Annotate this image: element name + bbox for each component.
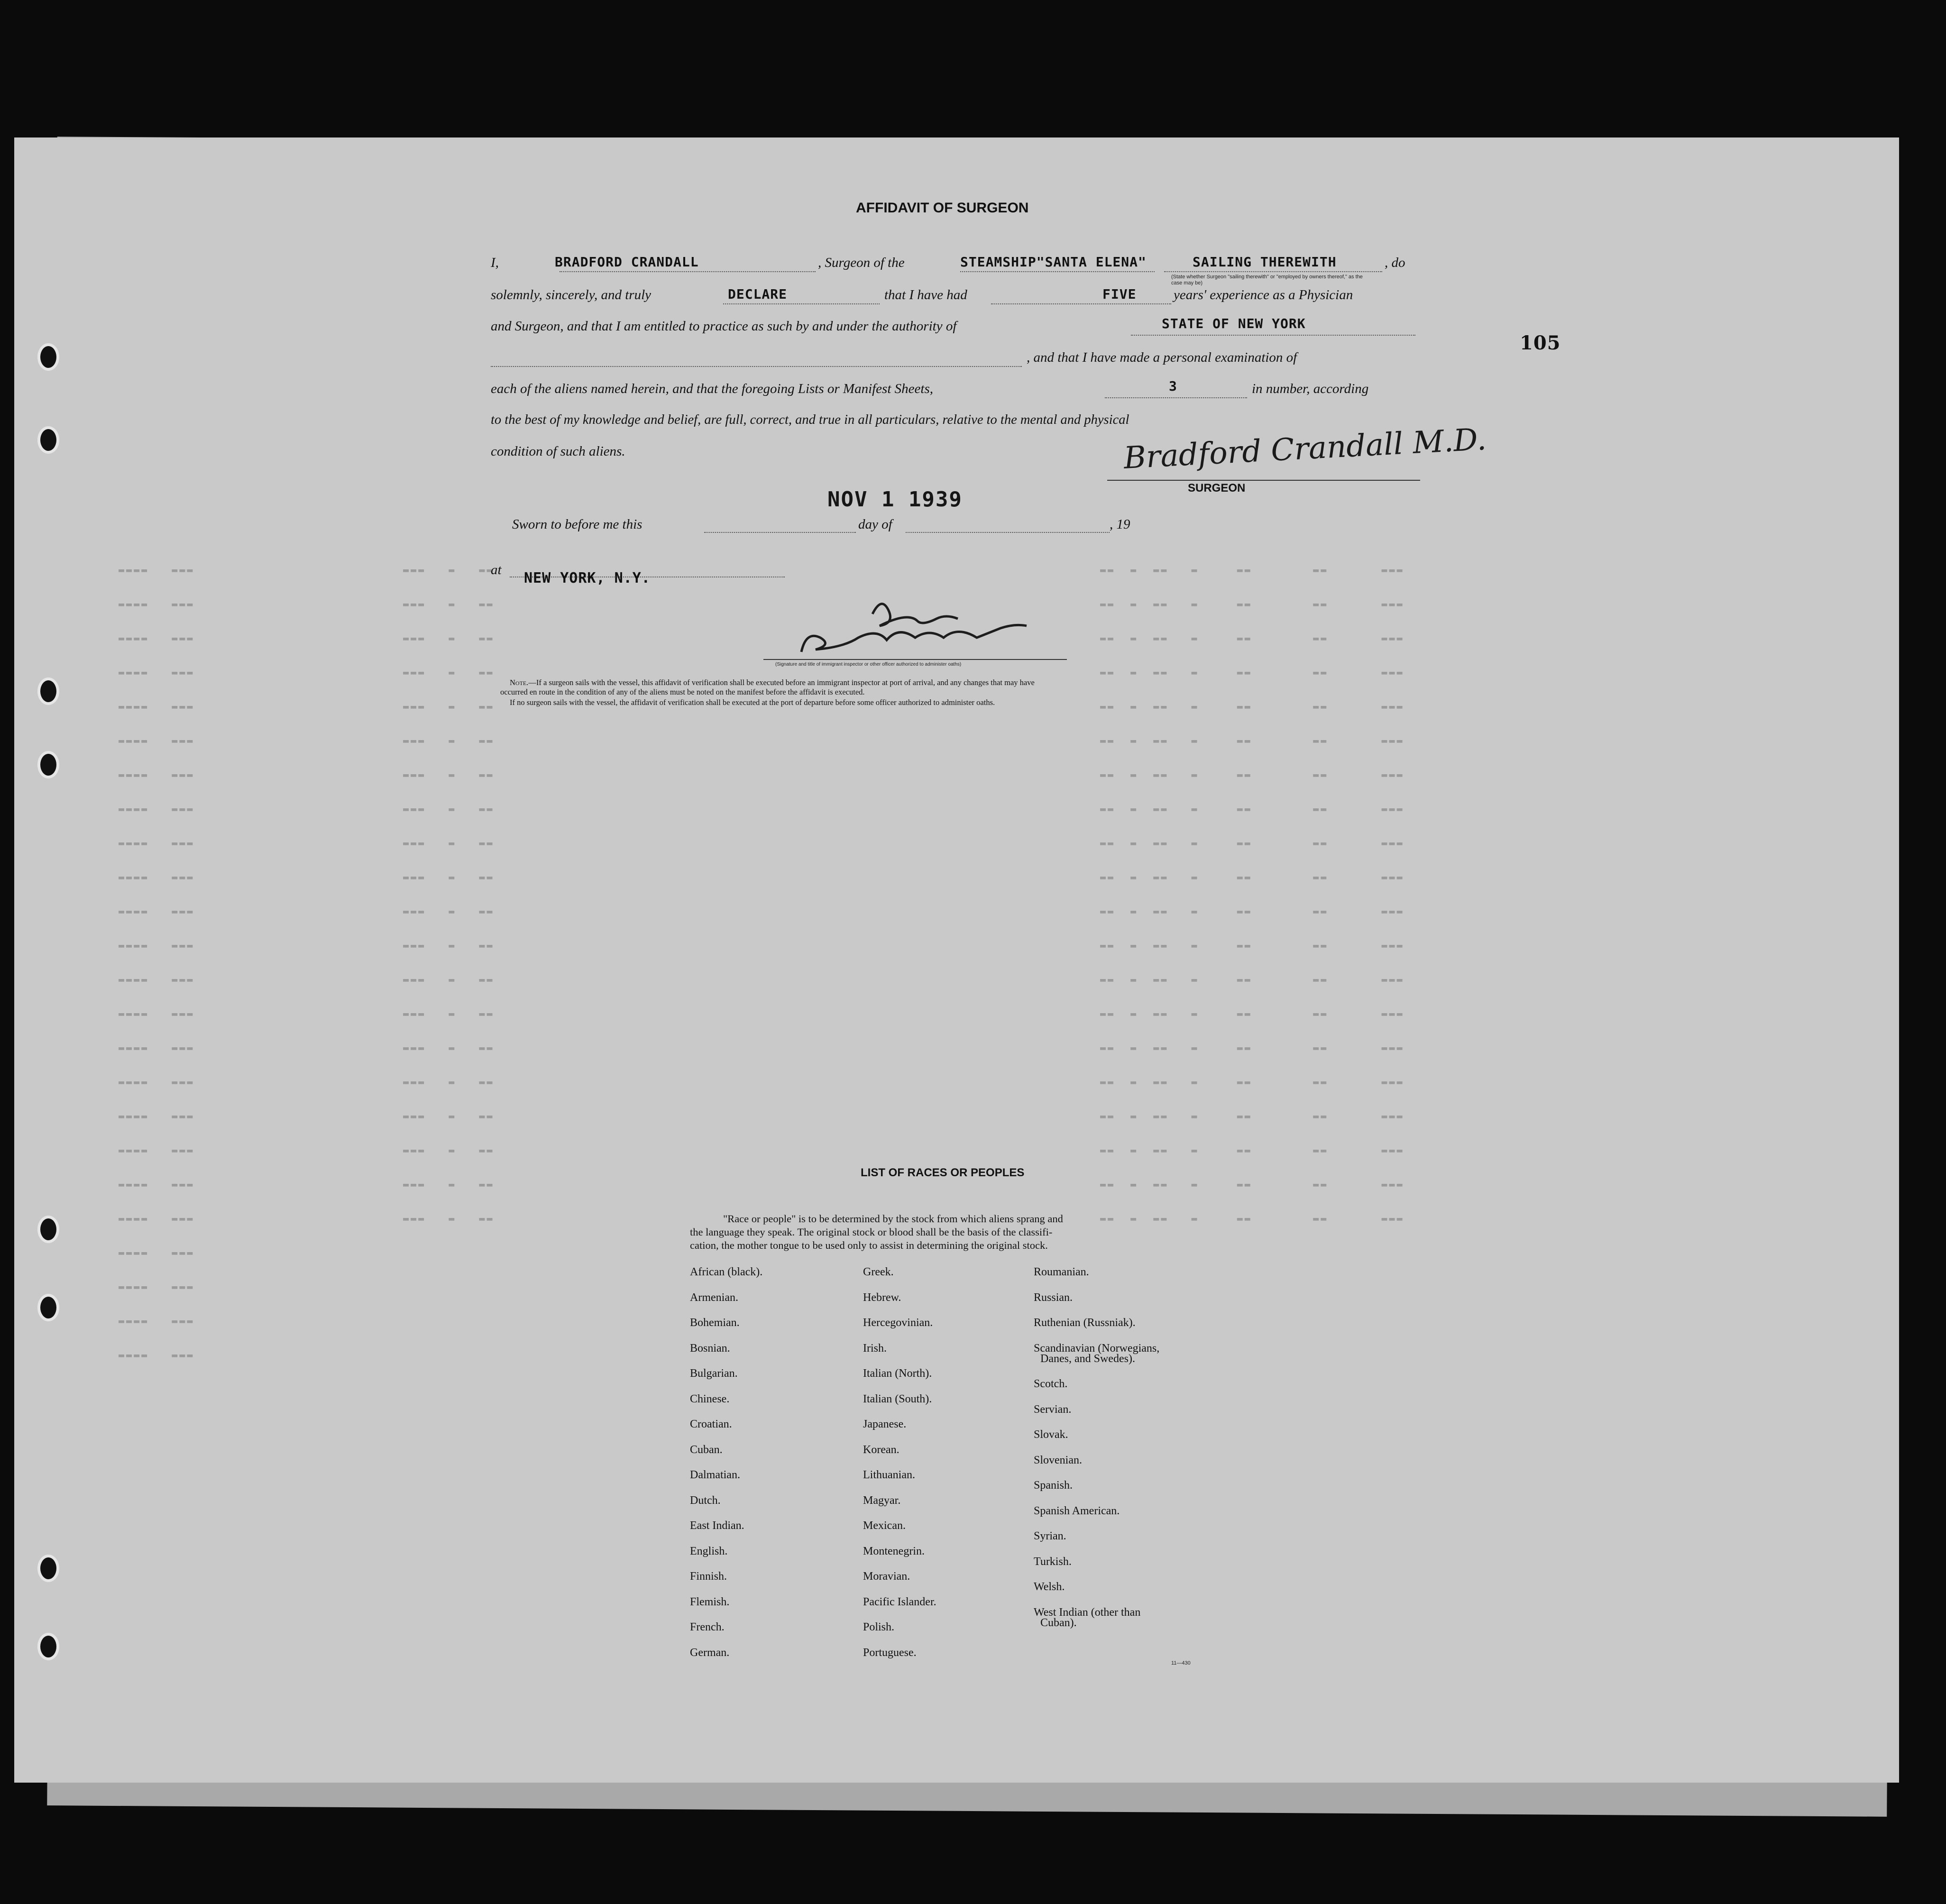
sworn-month-line [906, 532, 1110, 533]
affidavit-title: AFFIDAVIT OF SURGEON [856, 200, 1029, 216]
bleed-through-column-right: ▬▬ ▬ ▬▬ ▬ ▬▬ ▬▬ ▬▬▬ ▬▬ ▬ ▬▬ ▬ ▬▬ ▬▬ ▬▬▬ ▬▬ ▬ ▬▬ ▬ ▬▬ ▬▬ ▬▬▬ ▬▬ ▬ ▬▬ ▬ ▬▬ ▬▬ ▬▬▬ ▬▬ ▬ ▬▬ ▬ ▬▬ ▬▬ ▬▬▬ ▬▬ ▬ ▬▬ ▬ ▬▬ ▬▬ ▬▬▬ ▬▬ ▬ ▬▬ ▬ ▬▬ ▬▬ ▬▬▬ ▬▬ ▬ ▬▬ ▬ ▬▬ ▬▬ ▬▬▬ ▬▬ ▬ ▬▬ ▬ ▬▬ ▬▬ ▬▬▬ ▬▬ ▬ ▬▬ ▬ ▬▬ ▬▬ ▬▬▬ ▬▬ ▬ ▬▬ ▬ ▬▬ ▬▬ ▬▬▬ ▬▬ ▬ ▬▬ ▬ ▬▬ ▬▬ ▬▬▬ ▬▬ ▬ ▬▬ ▬ ▬▬ ▬▬ ▬▬▬ ▬▬ ▬ ▬▬ ▬ ▬▬ ▬▬ ▬▬▬ ▬▬ ▬ ▬▬ ▬ ▬▬ ▬▬ ▬▬▬ ▬▬ ▬ ▬▬ ▬ ▬▬ ▬▬ ▬▬▬ ▬▬ ▬ ▬▬ ▬ ▬▬ ▬▬ ▬▬▬ ▬▬ ▬ ▬▬ ▬ ▬▬ ▬▬ ▬▬▬ ▬▬ ▬ ▬▬ ▬ ▬▬ ▬▬ ▬▬▬ ▬▬ ▬ ▬▬ ▬ ▬▬ ▬▬ ▬▬▬ [1100, 564, 1404, 1224]
line2-text-b: that I have had [884, 287, 967, 302]
capacity-instruction: (State whether Surgeon "sailing therewith" or "employed by owners thereof," as the case may be) [1171, 274, 1363, 286]
page-number: 105 [1520, 332, 1561, 354]
practice-authority: STATE OF NEW YORK [1162, 316, 1306, 331]
races-intro-1: "Race or people" is to be determined by the stock from which aliens sprang and [723, 1213, 1063, 1225]
line6-text: to the best of my knowledge and belief, are full, correct, and true in all particulars, relative to the mental and physical [491, 412, 1129, 427]
race-item: English. [690, 1545, 728, 1557]
race-item: Scandinavian (Norwegians, [1034, 1342, 1160, 1355]
race-item: Finnish. [690, 1570, 727, 1583]
manifest-sheets-count: 3 [1169, 378, 1177, 394]
race-item: Irish. [863, 1342, 887, 1355]
race-item: Magyar. [863, 1494, 901, 1507]
binder-hole [40, 1636, 56, 1657]
bleed-through-column-left: ▬▬▬▬ ▬▬▬ ▬▬▬▬ ▬▬▬ ▬▬▬▬ ▬▬▬ ▬▬▬▬ ▬▬▬ ▬▬▬▬ ▬▬▬ ▬▬▬▬ ▬▬▬ ▬▬▬▬ ▬▬▬ ▬▬▬▬ ▬▬▬ ▬▬▬▬ ▬▬▬ ▬▬▬▬ ▬▬▬ ▬▬▬▬ ▬▬▬ ▬▬▬▬ ▬▬▬ ▬▬▬▬ ▬▬▬ ▬▬▬▬ ▬▬▬ ▬▬▬▬ ▬▬▬ ▬▬▬▬ ▬▬▬ ▬▬▬▬ ▬▬▬ ▬▬▬▬ ▬▬▬ ▬▬▬▬ ▬▬▬ ▬▬▬▬ ▬▬▬ ▬▬▬▬ ▬▬▬ ▬▬▬▬ ▬▬▬ ▬▬▬▬ ▬▬▬ ▬▬▬▬ ▬▬▬ [119, 564, 195, 1361]
race-item: Cuban). [1040, 1616, 1077, 1629]
surgeon-name-line [560, 271, 816, 272]
declare-value: DECLARE [728, 286, 788, 302]
race-item: Cuban. [690, 1443, 723, 1456]
note-line-1 [510, 678, 1035, 687]
race-item: Bulgarian. [690, 1367, 738, 1380]
line2-text-c: years' experience as a Physician [1174, 287, 1353, 302]
race-item: Italian (North). [863, 1367, 932, 1380]
race-item: Greek. [863, 1266, 894, 1278]
race-item: East Indian. [690, 1520, 744, 1532]
race-item: Dutch. [690, 1494, 721, 1507]
form-code: 11—430 [1171, 1660, 1191, 1666]
race-item: German. [690, 1646, 730, 1659]
inspector-signature-caption: (Signature and title of immigrant inspector or other officer authorized to administer oaths) [775, 662, 962, 667]
race-item: Slovenian. [1034, 1454, 1082, 1466]
surgeon-name: BRADFORD CRANDALL [555, 254, 699, 270]
years-experience: FIVE [1102, 286, 1137, 302]
surgeon-signature: Bradford Crandall M.D. [1123, 421, 1487, 476]
race-item: Croatian. [690, 1418, 732, 1430]
races-intro-2: the language they speak. The original stock or blood shall be the basis of the classifi- [690, 1226, 1053, 1238]
race-item: West Indian (other than [1034, 1606, 1141, 1619]
inspector-signature-line [763, 659, 1067, 660]
race-item: Slovak. [1034, 1428, 1068, 1441]
race-item: Dalmatian. [690, 1469, 740, 1481]
race-item: Bosnian. [690, 1342, 730, 1355]
races-intro-3: cation, the mother tongue to be used only to assist in determining the original stock. [690, 1239, 1048, 1251]
binder-hole [40, 346, 56, 368]
line5-text-b: in number, according [1252, 381, 1369, 396]
race-item: Mexican. [863, 1520, 906, 1532]
line3-text: and Surgeon, and that I am entitled to practice as such by and under the authority of [491, 319, 957, 334]
race-item: Servian. [1034, 1403, 1072, 1416]
declare-line [723, 303, 880, 304]
race-item: Scotch. [1034, 1378, 1068, 1390]
race-item: Moravian. [863, 1570, 910, 1583]
race-item: Hercegovinian. [863, 1317, 933, 1329]
race-item: Flemish. [690, 1595, 730, 1608]
vessel-line [960, 271, 1155, 272]
note-text-1: —If a surgeon sails with the vessel, this affidavit of verification shall be executed before an immigrant inspector at port of arrival, and any changes that may have [528, 678, 1035, 687]
date-stamp: NOV 1 1939 [827, 487, 963, 512]
at-text: at [491, 562, 502, 577]
race-item: Polish. [863, 1621, 895, 1633]
surgeon-label: SURGEON [1188, 482, 1246, 494]
race-item: Portuguese. [863, 1646, 917, 1659]
race-item: Korean. [863, 1443, 900, 1456]
race-item: African (black). [690, 1266, 763, 1278]
inspector-signature [763, 586, 1152, 666]
authority-line [1131, 335, 1415, 336]
authority-line-cont [491, 366, 1022, 367]
race-item: Welsh. [1034, 1581, 1065, 1593]
race-item: French. [690, 1621, 725, 1633]
day-of-text: day of [858, 517, 892, 532]
line1-i: I, [491, 255, 499, 270]
binder-hole [40, 1557, 56, 1579]
capacity-line [1164, 271, 1382, 272]
race-item: Bohemian. [690, 1317, 740, 1329]
line4-text: , and that I have made a personal examination of [1027, 350, 1297, 365]
race-item: Chinese. [690, 1392, 730, 1405]
years-line [991, 303, 1171, 304]
race-item: Russian. [1034, 1291, 1073, 1304]
note-label: Note. [510, 678, 529, 687]
vessel-name: STEAMSHIP"SANTA ELENA" [960, 254, 1147, 270]
sheets-line [1105, 397, 1247, 398]
race-item: Hebrew. [863, 1291, 901, 1304]
line7-text: condition of such aliens. [491, 444, 625, 459]
binder-hole [40, 680, 56, 702]
note-line-3: If no surgeon sails with the vessel, the affidavit of verification shall be executed at the port of departure before some officer authorized to administer oaths. [510, 698, 995, 707]
note-line-2: occurred en route in the condition of any of the aliens must be noted on the manifest before the affidavit is executed. [500, 687, 865, 696]
bleed-through-column-mid: ▬▬▬ ▬ ▬▬ ▬▬▬ ▬ ▬▬ ▬▬▬ ▬ ▬▬ ▬▬▬ ▬ ▬▬ ▬▬▬ ▬ ▬▬ ▬▬▬ ▬ ▬▬ ▬▬▬ ▬ ▬▬ ▬▬▬ ▬ ▬▬ ▬▬▬ ▬ ▬▬ ▬▬▬ ▬ ▬▬ ▬▬▬ ▬ ▬▬ ▬▬▬ ▬ ▬▬ ▬▬▬ ▬ ▬▬ ▬▬▬ ▬ ▬▬ ▬▬▬ ▬ ▬▬ ▬▬▬ ▬ ▬▬ ▬▬▬ ▬ ▬▬ ▬▬▬ ▬ ▬▬ ▬▬▬ ▬ ▬▬ ▬▬▬ ▬ ▬▬ [403, 564, 495, 1224]
race-item: Syrian. [1034, 1530, 1066, 1542]
race-item: Danes, and Swedes). [1040, 1352, 1135, 1365]
binder-hole [40, 754, 56, 776]
race-item: Spanish. [1034, 1479, 1073, 1492]
race-item: Ruthenian (Russniak). [1034, 1317, 1136, 1329]
race-item: Montenegrin. [863, 1545, 925, 1557]
sworn-day-line [704, 532, 856, 533]
race-item: Japanese. [863, 1418, 907, 1430]
line2-text-a: solemnly, sincerely, and truly [491, 287, 652, 302]
race-item: Spanish American. [1034, 1504, 1120, 1517]
line5-text-a: each of the aliens named herein, and that the foregoing Lists or Manifest Sheets, [491, 381, 933, 396]
sworn-text: Sworn to before me this [512, 517, 643, 532]
race-item: Pacific Islander. [863, 1595, 936, 1608]
binder-hole [40, 1218, 56, 1240]
race-item: Turkish. [1034, 1555, 1072, 1568]
surgeon-signature-line [1107, 480, 1420, 481]
race-item: Armenian. [690, 1291, 738, 1304]
year-suffix: , 19 [1110, 517, 1130, 532]
surgeon-capacity: SAILING THEREWITH [1193, 254, 1337, 270]
race-item: Italian (South). [863, 1392, 932, 1405]
binder-hole [40, 429, 56, 451]
line1-do: , do [1385, 255, 1405, 270]
sworn-place: NEW YORK, N.Y. [524, 570, 651, 586]
manifest-page [14, 137, 1899, 1783]
race-item: Roumanian. [1034, 1266, 1089, 1278]
race-item: Lithuanian. [863, 1469, 915, 1481]
binder-hole [40, 1297, 56, 1318]
surgeon-of-the-text: , Surgeon of the [818, 255, 905, 270]
races-title: LIST OF RACES OR PEOPLES [861, 1166, 1025, 1179]
